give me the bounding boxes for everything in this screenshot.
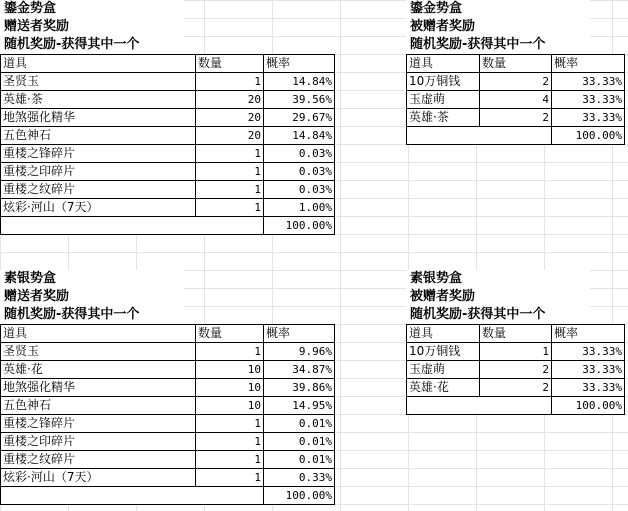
- item-header[interactable]: 道具: [407, 325, 480, 343]
- block-description: 随机奖励-获得其中一个: [0, 36, 184, 54]
- probability-header[interactable]: 概率: [552, 325, 625, 343]
- item-cell[interactable]: 五色神石: [1, 397, 196, 415]
- probability-cell[interactable]: 14.95%: [264, 397, 335, 415]
- block-subtitle: 赠送者奖励: [0, 18, 184, 36]
- silver-giver-block: [0, 270, 335, 505]
- quantity-header[interactable]: 数量: [480, 325, 552, 343]
- item-cell[interactable]: 重楼之锋碎片: [1, 415, 196, 433]
- table-row: [1, 127, 335, 145]
- probability-header[interactable]: 概率: [264, 55, 335, 73]
- table-row: [1, 361, 335, 379]
- total-probability-cell[interactable]: 100.00%: [552, 127, 625, 145]
- block-description: 随机奖励-获得其中一个: [406, 306, 590, 324]
- total-row: [407, 397, 625, 415]
- table-header-row: [407, 55, 625, 73]
- quantity-header[interactable]: 数量: [196, 55, 264, 73]
- quantity-cell[interactable]: 1: [196, 145, 264, 163]
- table-header-row: [1, 55, 335, 73]
- item-header[interactable]: 道具: [1, 55, 196, 73]
- item-cell[interactable]: 重楼之纹碎片: [1, 451, 196, 469]
- probability-cell[interactable]: 0.03%: [264, 145, 335, 163]
- table-row: [1, 109, 335, 127]
- item-cell[interactable]: 圣贤玉: [1, 73, 196, 91]
- gold-giver-block: [0, 0, 335, 235]
- quantity-cell[interactable]: 2: [480, 361, 552, 379]
- probability-cell[interactable]: 39.56%: [264, 91, 335, 109]
- probability-cell[interactable]: 29.67%: [264, 109, 335, 127]
- table-row: [1, 91, 335, 109]
- quantity-cell[interactable]: 20: [196, 109, 264, 127]
- probability-cell[interactable]: 33.33%: [552, 91, 625, 109]
- quantity-cell[interactable]: 1: [196, 73, 264, 91]
- probability-cell[interactable]: 33.33%: [552, 73, 625, 91]
- table-header-row: [407, 325, 625, 343]
- probability-cell[interactable]: 33.33%: [552, 343, 625, 361]
- quantity-cell[interactable]: 10: [196, 361, 264, 379]
- item-cell[interactable]: 重楼之印碎片: [1, 433, 196, 451]
- item-cell[interactable]: 圣贤玉: [1, 343, 196, 361]
- item-cell[interactable]: 炫彩·河山（7天）: [1, 469, 196, 487]
- item-cell[interactable]: 玉虚萌: [407, 361, 480, 379]
- block-subtitle: 被赠者奖励: [406, 18, 590, 36]
- total-row: [1, 217, 335, 235]
- quantity-cell[interactable]: 20: [196, 91, 264, 109]
- empty-cell[interactable]: [407, 127, 552, 145]
- quantity-cell[interactable]: 10: [196, 379, 264, 397]
- item-cell[interactable]: 10万铜钱: [407, 73, 480, 91]
- table-header-row: [1, 325, 335, 343]
- quantity-cell[interactable]: 2: [480, 109, 552, 127]
- item-cell[interactable]: 五色神石: [1, 127, 196, 145]
- quantity-header[interactable]: 数量: [480, 55, 552, 73]
- probability-cell[interactable]: 0.01%: [264, 415, 335, 433]
- table-row: [1, 163, 335, 181]
- empty-cell[interactable]: [1, 217, 264, 235]
- item-cell[interactable]: 玉虚萌: [407, 91, 480, 109]
- quantity-cell[interactable]: 2: [480, 379, 552, 397]
- item-header[interactable]: 道具: [407, 55, 480, 73]
- quantity-cell[interactable]: 1: [480, 343, 552, 361]
- item-cell[interactable]: 英雄·花: [1, 361, 196, 379]
- table-row: [1, 73, 335, 91]
- block-title: 鎏金势盒: [406, 0, 590, 18]
- probability-cell[interactable]: 0.01%: [264, 433, 335, 451]
- item-cell[interactable]: 英雄·花: [407, 379, 480, 397]
- table-row: [407, 109, 625, 127]
- block-title: 鎏金势盒: [0, 0, 184, 18]
- table-row: [1, 343, 335, 361]
- probability-cell[interactable]: 1.00%: [264, 199, 335, 217]
- table-row: [407, 91, 625, 109]
- block-subtitle: 赠送者奖励: [0, 288, 184, 306]
- block-description: 随机奖励-获得其中一个: [0, 306, 184, 324]
- probability-cell[interactable]: 39.86%: [264, 379, 335, 397]
- block-subtitle: 被赠者奖励: [406, 288, 590, 306]
- total-probability-cell[interactable]: 100.00%: [264, 487, 335, 505]
- block-title: 素银势盒: [406, 270, 590, 288]
- probability-cell[interactable]: 14.84%: [264, 127, 335, 145]
- silver-receiver-block: [406, 270, 625, 415]
- quantity-cell[interactable]: 1: [196, 163, 264, 181]
- quantity-cell[interactable]: 10: [196, 397, 264, 415]
- probability-header[interactable]: 概率: [264, 325, 335, 343]
- empty-cell[interactable]: [407, 397, 552, 415]
- probability-cell[interactable]: 33.33%: [552, 109, 625, 127]
- reward-table: [406, 324, 625, 415]
- quantity-cell[interactable]: 1: [196, 415, 264, 433]
- table-row: [1, 415, 335, 433]
- table-row: [1, 469, 335, 487]
- table-row: [407, 73, 625, 91]
- reward-table: [0, 324, 335, 505]
- probability-cell[interactable]: 33.33%: [552, 379, 625, 397]
- probability-cell[interactable]: 0.01%: [264, 451, 335, 469]
- block-title: 素银势盒: [0, 270, 184, 288]
- quantity-cell[interactable]: 4: [480, 91, 552, 109]
- quantity-cell[interactable]: 1: [196, 181, 264, 199]
- probability-cell[interactable]: 14.84%: [264, 73, 335, 91]
- quantity-cell[interactable]: 1: [196, 451, 264, 469]
- quantity-header[interactable]: 数量: [196, 325, 264, 343]
- table-row: [1, 199, 335, 217]
- total-probability-cell[interactable]: 100.00%: [264, 217, 335, 235]
- quantity-cell[interactable]: 20: [196, 127, 264, 145]
- reward-table: [0, 54, 335, 235]
- item-cell[interactable]: 地煞强化精华: [1, 379, 196, 397]
- probability-cell[interactable]: 33.33%: [552, 361, 625, 379]
- table-row: [1, 181, 335, 199]
- reward-table: [406, 54, 625, 145]
- item-cell[interactable]: 重楼之印碎片: [1, 163, 196, 181]
- table-row: [1, 433, 335, 451]
- table-row: [1, 379, 335, 397]
- item-cell[interactable]: 重楼之锋碎片: [1, 145, 196, 163]
- item-cell[interactable]: 地煞强化精华: [1, 109, 196, 127]
- probability-header[interactable]: 概率: [552, 55, 625, 73]
- empty-cell[interactable]: [1, 487, 264, 505]
- probability-cell[interactable]: 0.33%: [264, 469, 335, 487]
- item-cell[interactable]: 英雄·茶: [1, 91, 196, 109]
- item-cell[interactable]: 10万铜钱: [407, 343, 480, 361]
- probability-cell[interactable]: 0.03%: [264, 181, 335, 199]
- table-row: [407, 343, 625, 361]
- quantity-cell[interactable]: 2: [480, 73, 552, 91]
- table-row: [1, 145, 335, 163]
- quantity-cell[interactable]: 1: [196, 433, 264, 451]
- item-cell[interactable]: 英雄·茶: [407, 109, 480, 127]
- table-row: [1, 397, 335, 415]
- total-probability-cell[interactable]: 100.00%: [552, 397, 625, 415]
- probability-cell[interactable]: 9.96%: [264, 343, 335, 361]
- item-cell[interactable]: 重楼之纹碎片: [1, 181, 196, 199]
- probability-cell[interactable]: 0.03%: [264, 163, 335, 181]
- block-description: 随机奖励-获得其中一个: [406, 36, 590, 54]
- table-row: [407, 379, 625, 397]
- table-row: [407, 361, 625, 379]
- quantity-cell[interactable]: 1: [196, 343, 264, 361]
- quantity-cell[interactable]: 1: [196, 199, 264, 217]
- probability-cell[interactable]: 34.87%: [264, 361, 335, 379]
- quantity-cell[interactable]: 1: [196, 469, 264, 487]
- total-row: [407, 127, 625, 145]
- item-cell[interactable]: 炫彩·河山（7天）: [1, 199, 196, 217]
- item-header[interactable]: 道具: [1, 325, 196, 343]
- gold-receiver-block: [406, 0, 625, 145]
- total-row: [1, 487, 335, 505]
- table-row: [1, 451, 335, 469]
